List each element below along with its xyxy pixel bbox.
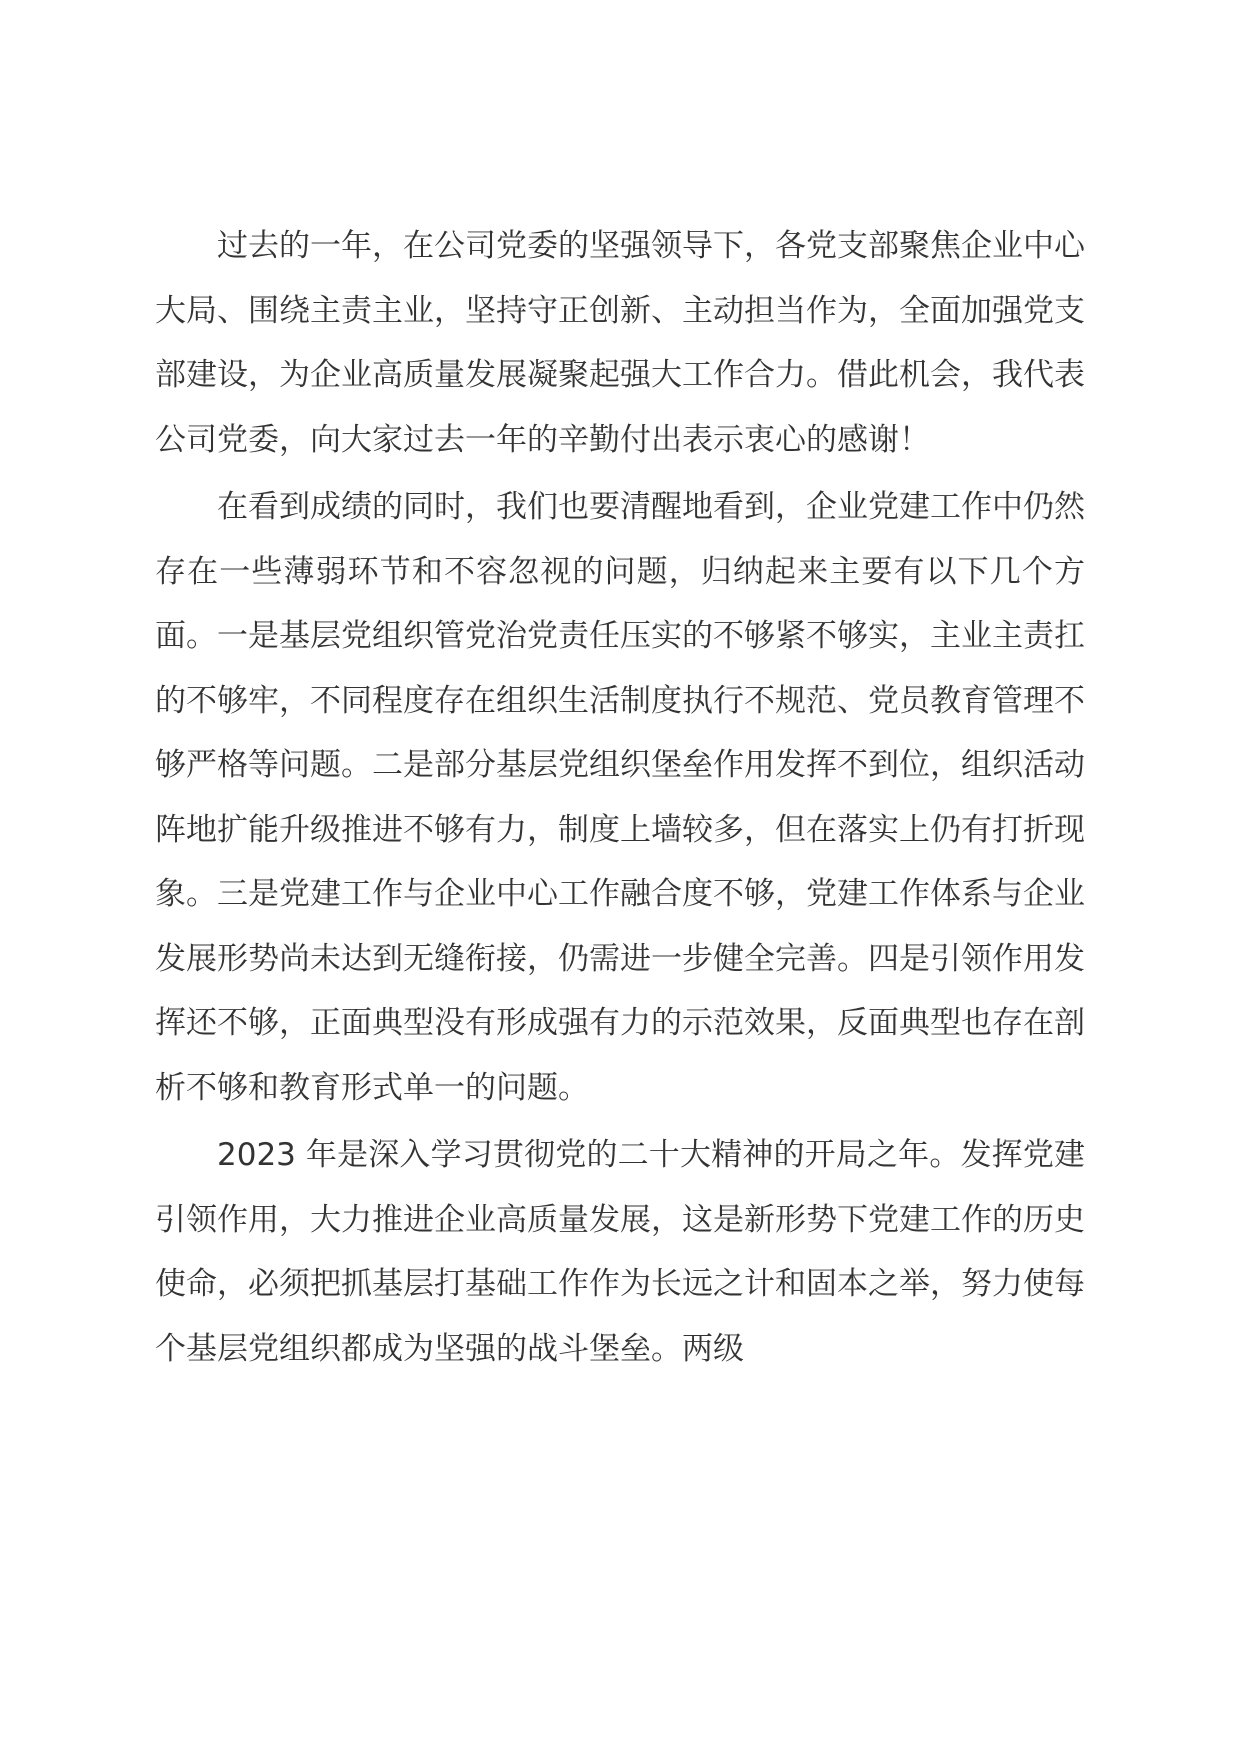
paragraph-1: 过去的一年，在公司党委的坚强领导下，各党支部聚焦企业中心大局、围绕主责主业，坚持守正创新、主动担当作为，全面加强党支部建设，为企业高质量发展凝聚起强大工作合力。借此机会，我代表公司党委，向大家过去一年的辛勤付出表示衷心的感谢！ xyxy=(155,228,1085,458)
paragraph-3: 2023 年是深入学习贯彻党的二十大精神的开局之年。发挥党建引领作用，大力推进企业高质量发展，这是新形势下党建工作的历史使命，必须把抓基层打基础工作作为长远之计和固本之举，努力使每个基层党组织都成为坚强的战斗堡垒。两级 xyxy=(155,1137,1085,1367)
document-body xyxy=(155,214,1085,1381)
paragraph-2: 在看到成绩的同时，我们也要清醒地看到，企业党建工作中仍然存在一些薄弱环节和不容忽视的问题，归纳起来主要有以下几个方面。一是基层党组织管党治党责任压实的不够紧不够实，主业主责扛的不够牢，不同程度存在组织生活制度执行不规范、党员教育管理不够严格等问题。二是部分基层党组织堡垒作用发挥不到位，组织活动阵地扩能升级推进不够有力，制度上墙较多，但在落实上仍有打折现象。三是党建工作与企业中心工作融合度不够，党建工作体系与企业发展形势尚未达到无缝衔接，仍需进一步健全完善。四是引领作用发挥还不够，正面典型没有形成强有力的示范效果，反面典型也存在剖析不够和教育形式单一的问题。 xyxy=(155,489,1085,1106)
